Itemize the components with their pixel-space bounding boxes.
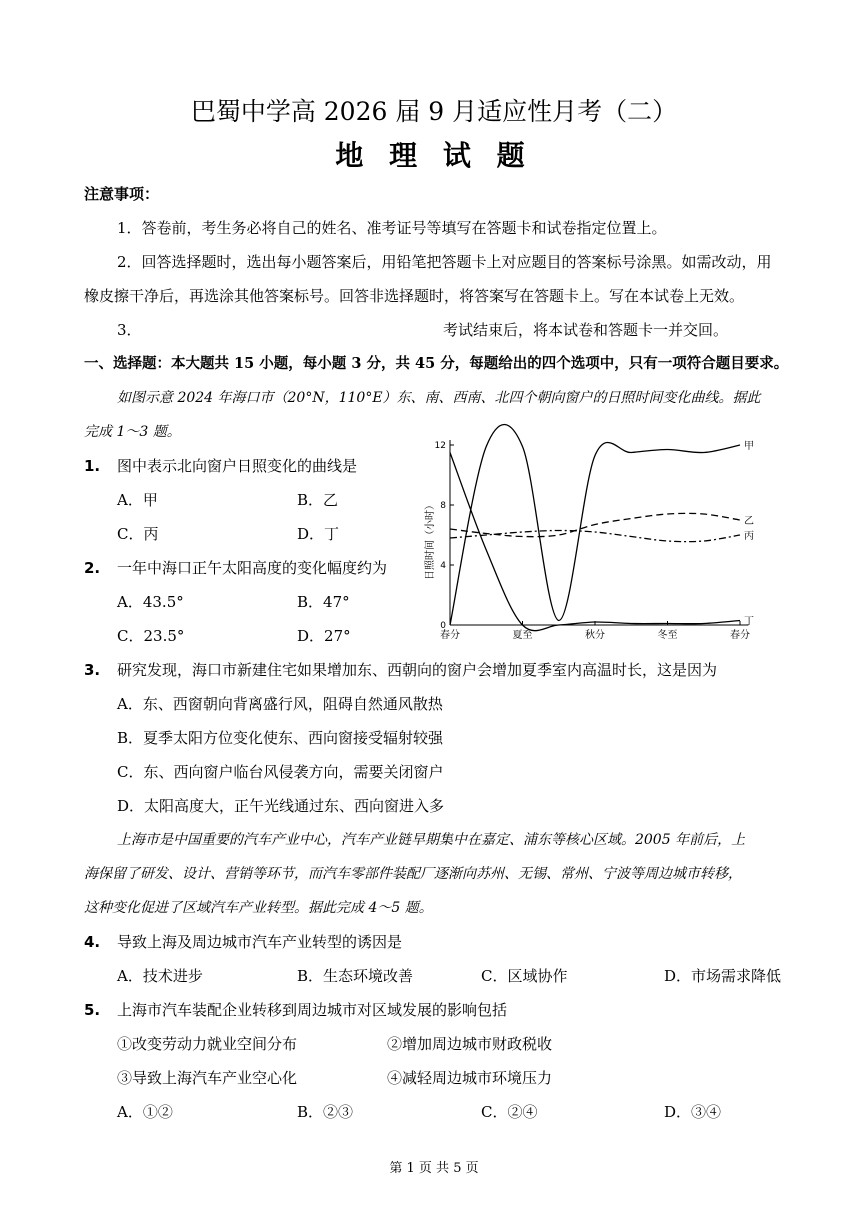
- passage2-line1: 上海市是中国重要的汽车产业中心，汽车产业链早期集中在嘉定、浦东等核心区域。2005 年前后，上: [117, 832, 746, 848]
- q1-number: 1.: [84, 457, 101, 475]
- chart-y-tick-label: 12: [434, 441, 446, 451]
- q2-stem: 一年中海口正午太阳高度的变化幅度约为: [117, 559, 388, 577]
- chart-series-label-3: 丙: [744, 531, 754, 542]
- q3-option-c: C．东、西向窗户临台风侵袭方向，需要关闭窗户: [117, 763, 444, 781]
- q1-option-b: B．乙: [297, 491, 339, 509]
- q2-option-d: D．27°: [297, 627, 351, 645]
- q4-option-d: D．市场需求降低: [664, 967, 782, 985]
- q4-option-b: B．生态环境改善: [297, 967, 414, 985]
- chart-series-label-2: 乙: [744, 516, 754, 527]
- q1-stem: 图中表示北向窗户日照变化的曲线是: [117, 457, 358, 475]
- chart-x-tick-label: 秋分: [585, 630, 605, 641]
- intro-line2: 完成 1～3 题。: [84, 424, 181, 440]
- q5-option-d: D．③④: [664, 1103, 722, 1121]
- chart-x-tick-label: 春分: [730, 630, 750, 641]
- q5-statement-4: ④减轻周边城市环境压力: [387, 1069, 553, 1087]
- q4-number: 4.: [84, 933, 101, 951]
- notice-item-3-num: 3．: [117, 321, 142, 339]
- q3-option-d: D．太阳高度大，正午光线通过东、西向窗进入多: [117, 797, 445, 815]
- notice-item-1: 1．答卷前，考生务必将自己的姓名、准考证号等填写在答题卡和试卷指定位置上。: [117, 219, 667, 237]
- chart-y-tick-label: 8: [440, 501, 446, 511]
- q1-option-a: A．甲: [117, 491, 158, 509]
- sunshine-duration-chart: [420, 415, 780, 650]
- page-footer: 第 1 页 共 5 页: [389, 1161, 479, 1176]
- intro-line1: 如图示意 2024 年海口市（20°N，110°E）东、南、西南、北四个朝向窗户的日照时间变化曲线。据此: [117, 390, 761, 406]
- notice-item-2-line1: 2．回答选择题时，选出每小题答案后，用铅笔把答题卡上对应题目的答案标号涂黑。如需改动，用: [117, 253, 772, 271]
- q3-number: 3.: [84, 661, 101, 679]
- q2-option-c: C．23.5°: [117, 627, 185, 645]
- q3-stem: 研究发现，海口市新建住宅如果增加东、西朝向的窗户会增加夏季室内高温时长，这是因为: [117, 661, 718, 679]
- q4-stem: 导致上海及周边城市汽车产业转型的诱因是: [117, 933, 403, 951]
- q3-option-a: A．东、西窗朝向背离盛行风，阻碍自然通风散热: [117, 695, 443, 713]
- notice-item-3-text: 考试结束后，将本试卷和答题卡一并交回。: [443, 321, 729, 339]
- q5-option-c: C．②④: [481, 1103, 538, 1121]
- chart-y-tick-label: 4: [440, 561, 446, 571]
- chart-series-line-3: [450, 531, 740, 542]
- q5-statement-3: ③导致上海汽车产业空心化: [117, 1069, 298, 1087]
- passage2-line2: 海保留了研发、设计、营销等环节，而汽车零部件装配厂逐渐向苏州、无锡、常州、宁波等周边城市转移，: [84, 866, 742, 882]
- q5-stem: 上海市汽车装配企业转移到周边城市对区域发展的影响包括: [117, 1001, 508, 1019]
- chart-y-tick-label: 0: [440, 621, 446, 631]
- q4-option-c: C．区域协作: [481, 967, 568, 985]
- q4-option-a: A．技术进步: [117, 967, 203, 985]
- chart-x-tick-label: 冬至: [657, 630, 678, 641]
- section-heading: 一、选择题：本大题共 15 小题，每小题 3 分，共 45 分，每题给出的四个选项中，只有一项符合题目要求。: [84, 355, 789, 372]
- q1-option-c: C．丙: [117, 525, 159, 543]
- q5-number: 5.: [84, 1001, 101, 1019]
- passage2-line3: 这种变化促进了区域汽车产业转型。据此完成 4～5 题。: [84, 900, 433, 916]
- q1-option-d: D．丁: [297, 525, 340, 543]
- q5-option-a: A．①②: [117, 1103, 173, 1121]
- subject-title: 地 理 试 题: [335, 139, 533, 172]
- q5-statement-2: ②增加周边城市财政税收: [387, 1035, 553, 1053]
- q2-option-a: A．43.5°: [117, 593, 184, 611]
- chart-series-label-1: 甲: [744, 441, 754, 452]
- q2-number: 2.: [84, 559, 101, 577]
- chart-series-line-4: [450, 453, 740, 631]
- q3-option-b: B．夏季太阳方位变化使东、西向窗接受辐射较强: [117, 729, 444, 747]
- exam-title: 巴蜀中学高 2026 届 9 月适应性月考（二）: [190, 97, 678, 126]
- chart-series-line-2: [450, 513, 740, 536]
- q5-option-b: B．②③: [297, 1103, 354, 1121]
- chart-x-tick-label: 夏至: [512, 630, 533, 641]
- notice-item-2-line2: 橡皮擦干净后，再选涂其他答案标号。回答非选择题时，将答案写在答题卡上。写在本试卷上无效。: [84, 287, 745, 305]
- chart-y-axis-label: 日照时间（小时）: [425, 500, 436, 580]
- chart-x-tick-label: 春分: [440, 630, 460, 641]
- notice-heading: 注意事项：: [84, 185, 160, 203]
- q2-option-b: B．47°: [297, 593, 350, 611]
- chart-series-label-4: 丁: [744, 616, 754, 628]
- q5-statement-1: ①改变劳动力就业空间分布: [117, 1035, 298, 1053]
